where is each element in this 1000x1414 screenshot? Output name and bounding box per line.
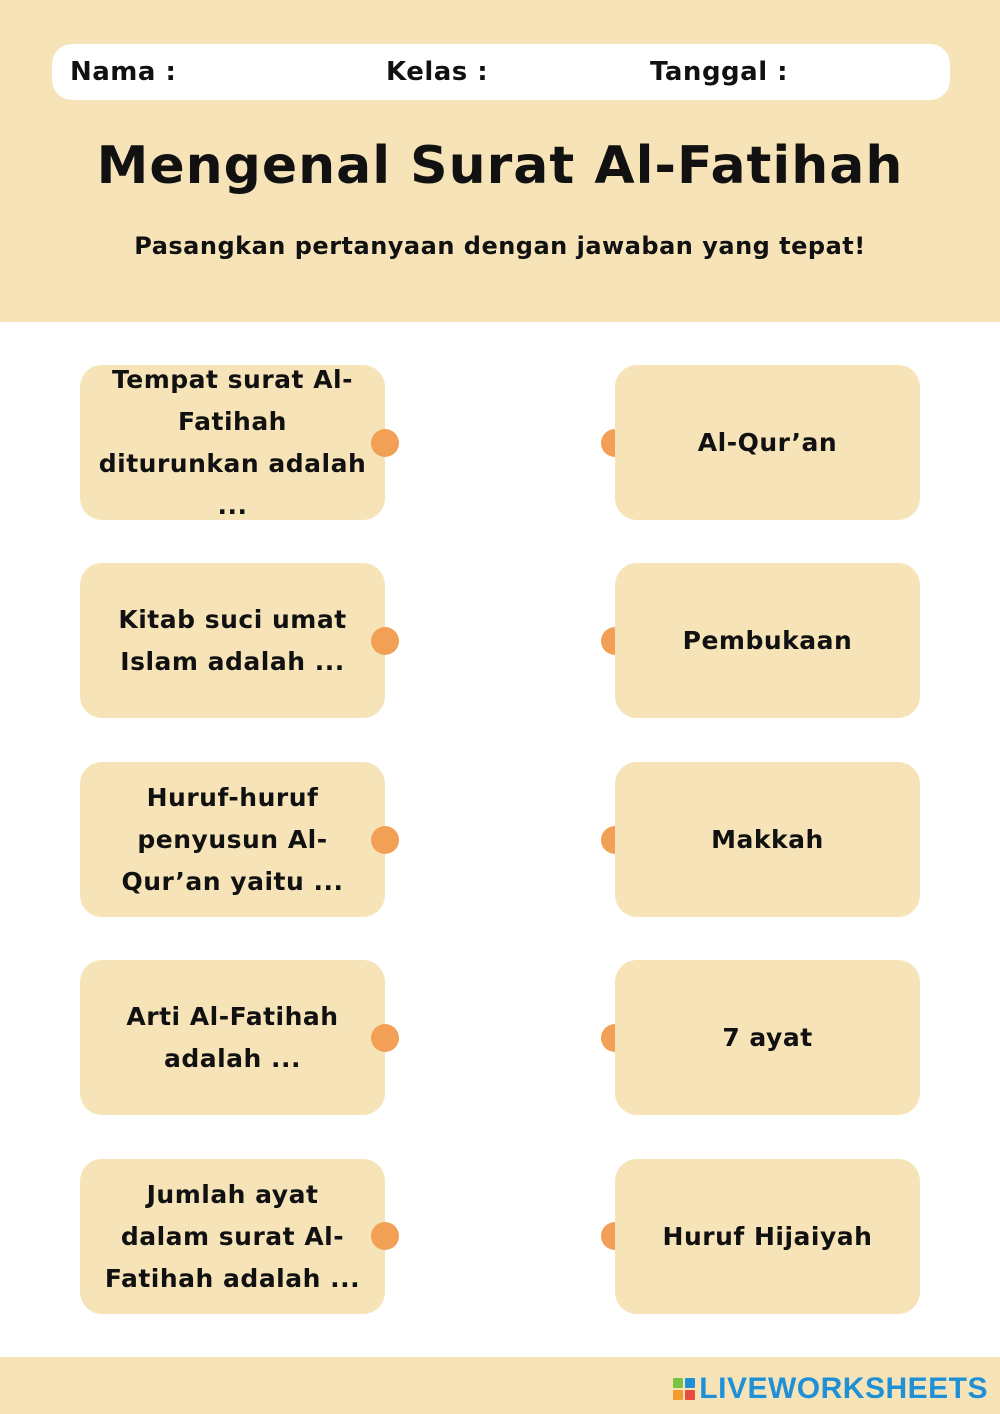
answer-card-5 [615, 1159, 920, 1314]
liveworksheets-logo-icon [673, 1378, 695, 1400]
question-card-1 [80, 365, 385, 520]
student-info-bar [52, 44, 950, 100]
question-connector-dot-1[interactable] [371, 429, 399, 457]
answer-text-3: Makkah [711, 824, 824, 854]
answer-text-5: Huruf Hijaiyah [662, 1221, 873, 1251]
answer-text-1: Al-Qur’an [697, 427, 838, 457]
question-text-1: Tempat surat Al-Fatihah diturunkan adalah ... [98, 364, 367, 520]
answer-card-2 [615, 563, 920, 718]
logo-text: LIVEWORKSHEETS [699, 1372, 988, 1405]
question-card-4 [80, 960, 385, 1115]
question-text-2: Kitab suci umat Islam adalah ... [118, 604, 347, 676]
question-text-5: Jumlah ayat dalam surat Al-Fatihah adalah ... [104, 1179, 361, 1293]
answer-card-4 [615, 960, 920, 1115]
question-text-3: Huruf-huruf penyusun Al-Qur’an yaitu ... [121, 782, 344, 896]
liveworksheets-logo[interactable] [673, 1371, 988, 1407]
answer-card-1 [615, 365, 920, 520]
tanggal-label: Tanggal : [650, 57, 789, 87]
question-text-4: Arti Al-Fatihah adalah ... [126, 1001, 339, 1073]
kelas-label: Kelas : [386, 57, 489, 87]
question-card-3 [80, 762, 385, 917]
question-card-5 [80, 1159, 385, 1314]
answer-card-3 [615, 762, 920, 917]
answer-text-2: Pembukaan [682, 625, 853, 655]
question-connector-dot-3[interactable] [371, 826, 399, 854]
question-connector-dot-5[interactable] [371, 1222, 399, 1250]
instruction-text: Pasangkan pertanyaan dengan jawaban yang tepat! [134, 232, 866, 260]
question-card-2 [80, 563, 385, 718]
question-connector-dot-2[interactable] [371, 627, 399, 655]
page-title: Mengenal Surat Al-Fatihah [96, 136, 904, 196]
answer-text-4: 7 ayat [722, 1022, 813, 1052]
question-connector-dot-4[interactable] [371, 1024, 399, 1052]
nama-label: Nama : [70, 57, 177, 87]
